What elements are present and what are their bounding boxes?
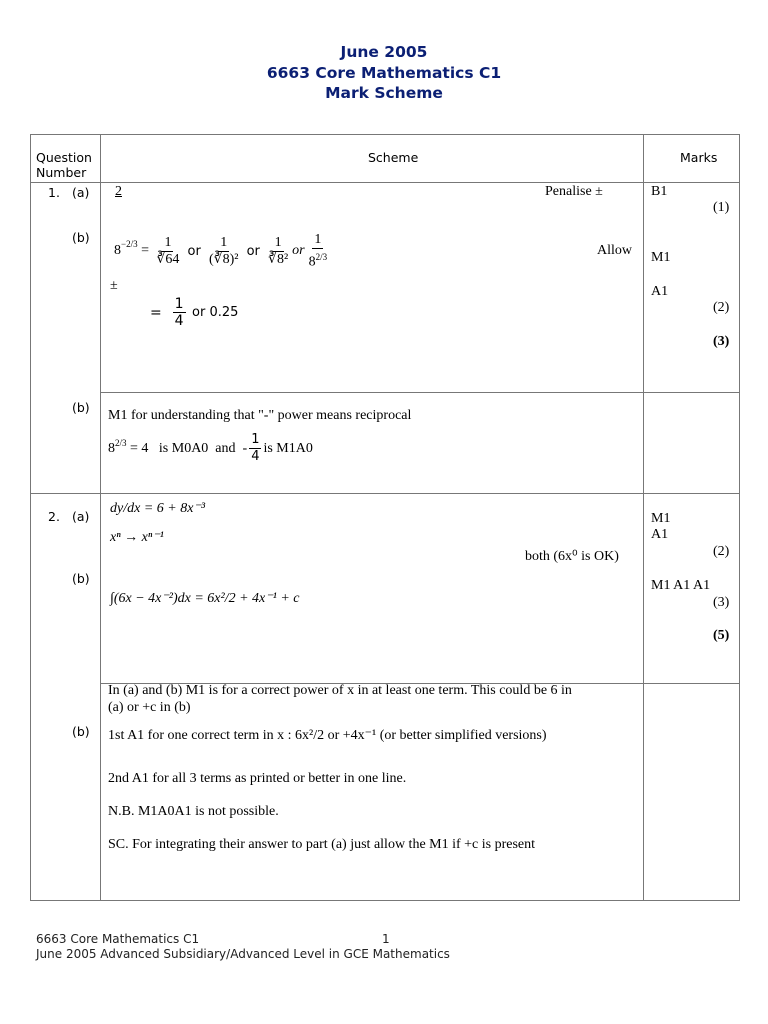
q1b-result-numerator: 1 bbox=[174, 296, 184, 312]
q1b-expression: 8 $^{-2/3}$ = $\frac{1}{∛64}$ or $\frac{1}{\text{(∛8)²}}$ or $\frac{1}{\text{∛8²}}$ or $\frac{1}{8^{2/3}}$ bbox=[114, 232, 328, 270]
q2b-marks: M1 A1 A1 bbox=[651, 578, 711, 593]
q1-total: (3) bbox=[713, 334, 730, 349]
footer-page-number: 1 bbox=[382, 932, 390, 946]
q1-number: 1. bbox=[48, 185, 60, 200]
title-date: June 2005 bbox=[340, 43, 428, 61]
title-mark-scheme: Mark Scheme bbox=[325, 84, 443, 102]
q1b-base: 8 bbox=[114, 243, 121, 259]
page-footer bbox=[36, 932, 450, 962]
q2-note-1: In (a) and (b) M1 is for a correct power of x in at least one term. This could be 6 in bbox=[108, 683, 572, 698]
q2b-mark-total: (3) bbox=[713, 595, 730, 610]
q1-note-2-exponent: 2/3 bbox=[115, 437, 127, 448]
q1b-mark-m: M1 bbox=[651, 250, 671, 265]
q1b-plus-minus: ± bbox=[110, 278, 118, 293]
q2-note-5: SC. For integrating their answer to part (a) just allow the M1 if +c is present bbox=[108, 837, 536, 852]
q1b-mark-a: A1 bbox=[651, 284, 669, 299]
q1b-or-1: or bbox=[187, 243, 201, 259]
header-question-number: Question Number bbox=[36, 150, 92, 180]
q1b-decimal: or 0.25 bbox=[192, 305, 239, 320]
footer-qualification: June 2005 Advanced Subsidiary/Advanced Level in GCE Mathematics bbox=[36, 947, 450, 961]
q1a-mark-total: (1) bbox=[713, 200, 730, 215]
q2-part-b-label: (b) bbox=[72, 571, 90, 586]
q1b-mark-total: (2) bbox=[713, 300, 730, 315]
q1b-allow: Allow bbox=[597, 243, 632, 258]
q1-part-a-label: (a) bbox=[72, 185, 90, 200]
q2-total: (5) bbox=[713, 628, 730, 643]
q2a-derivative: dy/dx = 6 + 8x⁻³ bbox=[110, 501, 206, 516]
q1b-exponent: −2/3 bbox=[121, 239, 138, 250]
q1-note-2: 8 $^{2/3}$ = 4 is M0A0 and - $\frac{1}{4}$ is M1A0 bbox=[108, 432, 313, 464]
q2-number: 2. bbox=[48, 509, 60, 524]
q2-part-a-label: (a) bbox=[72, 509, 90, 524]
q1-notes-label: (b) bbox=[72, 400, 90, 415]
q2b-integral: ∫(6x − 4x⁻²)dx = 6x²/2 + 4x⁻¹ + c bbox=[110, 591, 300, 606]
q2-note-4: N.B. M1A0A1 is not possible. bbox=[108, 804, 279, 819]
q1a-answer: 2 bbox=[115, 184, 122, 199]
q1b-result-denominator: 4 bbox=[174, 313, 184, 329]
q1-note-2-post: is M1A0 bbox=[263, 440, 313, 456]
q1b-equals: = bbox=[150, 304, 162, 321]
q2a-power-rule: xⁿ → xⁿ⁻¹ bbox=[110, 530, 164, 545]
q1-note-2-mid: = 4 is M0A0 and - bbox=[126, 440, 248, 456]
q2-note-2: 1st A1 for one correct term in x : 6x²/2 or +4x⁻¹ (or better simplified versions) bbox=[108, 728, 547, 743]
header-marks: Marks bbox=[680, 150, 718, 165]
q1a-mark: B1 bbox=[651, 184, 668, 199]
q1a-note: Penalise ± bbox=[545, 184, 603, 199]
q1b-or-2: or bbox=[246, 243, 260, 259]
q2a-mark-a: A1 bbox=[651, 527, 669, 542]
q2a-mark-total: (2) bbox=[713, 544, 730, 559]
q1b-or-3: or bbox=[292, 243, 305, 259]
q2-note-3: 2nd A1 for all 3 terms as printed or better in one line. bbox=[108, 771, 407, 786]
q2a-mark-m: M1 bbox=[651, 511, 671, 526]
q1b-result bbox=[150, 296, 238, 329]
header-scheme: Scheme bbox=[368, 150, 419, 165]
title-paper: 6663 Core Mathematics C1 bbox=[266, 63, 502, 82]
q2-note-1b: (a) or +c in (b) bbox=[108, 700, 191, 715]
q1-note-2-base: 8 bbox=[108, 440, 115, 456]
document-title bbox=[0, 42, 768, 104]
footer-paper: 6663 Core Mathematics C1 bbox=[36, 932, 200, 946]
q1-part-b-label: (b) bbox=[72, 230, 90, 245]
q2a-both-note: both (6x⁰ is OK) bbox=[525, 549, 619, 564]
q2-notes-label: (b) bbox=[72, 724, 90, 739]
q1-note-1: M1 for understanding that "-" power means reciprocal bbox=[108, 408, 412, 423]
